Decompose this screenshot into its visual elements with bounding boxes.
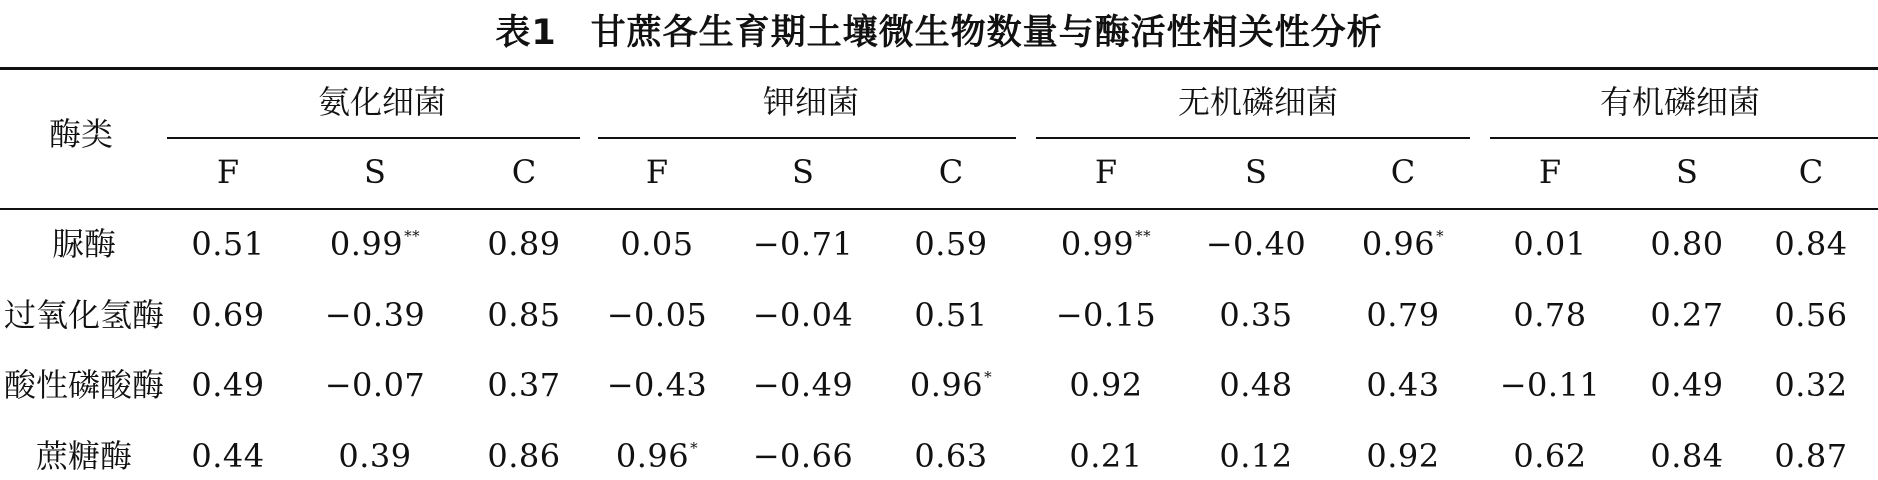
table-cell — [1033, 434, 1179, 478]
cell-value: 0.84 — [1774, 225, 1848, 263]
table-cell — [1330, 434, 1476, 478]
subcolumn-header: C — [1390, 153, 1416, 191]
group-header: 有机磷细菌 — [1599, 83, 1760, 121]
table-cell — [878, 434, 1024, 478]
cell-value: −0.39 — [324, 296, 426, 334]
row-label: 蔗糖酶 — [35, 437, 132, 475]
significance-marker: ** — [1135, 227, 1152, 245]
table-top-rule — [0, 67, 1878, 70]
cell-value: 0.62 — [1513, 437, 1587, 475]
table-cell — [1183, 293, 1329, 337]
table-cell — [878, 222, 1024, 266]
cell-value: 0.43 — [1366, 366, 1440, 404]
subcolumn-header: F — [645, 153, 669, 191]
table-cell — [155, 363, 301, 407]
table-cell — [1033, 363, 1179, 407]
table-cell — [1477, 363, 1623, 407]
table-header-rule — [0, 208, 1878, 210]
row-label: 过氧化氢酶 — [3, 296, 164, 334]
cell-value: 0.51 — [914, 296, 988, 334]
table-title — [0, 8, 1878, 58]
cell-value: −0.04 — [752, 296, 854, 334]
subcolumn-header: S — [792, 153, 814, 191]
cell-value: 0.89 — [487, 225, 561, 263]
subcolumn-header: F — [1094, 153, 1118, 191]
table-cell — [1183, 222, 1329, 266]
table-cell — [451, 222, 597, 266]
cell-value: 0.37 — [487, 366, 561, 404]
table-cell — [584, 434, 730, 478]
cell-value: 0.49 — [191, 366, 265, 404]
table-cell — [1033, 293, 1179, 337]
cell-value: 0.21 — [1069, 437, 1143, 475]
table-cell — [1183, 363, 1329, 407]
table-caption: 甘蔗各生育期土壤微生物数量与酶活性相关性分析 — [590, 13, 1383, 53]
cell-value: 0.32 — [1774, 366, 1848, 404]
cell-value: 0.05 — [620, 225, 694, 263]
cell-value: −0.07 — [324, 366, 426, 404]
cell-value: −0.05 — [606, 296, 708, 334]
table-cell — [302, 363, 448, 407]
cell-value: 0.96 — [615, 437, 690, 475]
subcolumn-header: F — [1538, 153, 1562, 191]
table-cell — [584, 222, 730, 266]
table-cell — [1738, 293, 1878, 337]
table-cell — [584, 293, 730, 337]
cell-value: 0.99 — [329, 225, 404, 263]
subcolumn-header: S — [364, 153, 386, 191]
significance-marker: ** — [404, 227, 421, 245]
table-cell — [878, 363, 1024, 407]
table-cell — [1330, 363, 1476, 407]
row-header-enzyme: 酶类 — [48, 115, 113, 153]
cell-value: 0.69 — [191, 296, 265, 334]
cell-value: 0.96 — [1361, 225, 1436, 263]
table-cell — [1738, 434, 1878, 478]
cell-value: 0.78 — [1513, 296, 1587, 334]
table-cell — [1738, 222, 1878, 266]
cell-value: 0.63 — [914, 437, 988, 475]
table-cell — [1033, 222, 1179, 266]
subcolumn-header: S — [1676, 153, 1698, 191]
table-cell — [451, 293, 597, 337]
cell-value: 0.85 — [487, 296, 561, 334]
group-header: 钾细菌 — [762, 83, 859, 121]
cell-value: −0.11 — [1499, 366, 1601, 404]
subcolumn-header: C — [511, 153, 537, 191]
table-cell — [155, 434, 301, 478]
table-cell — [730, 293, 876, 337]
cell-value: 0.56 — [1774, 296, 1848, 334]
group-header: 无机磷细菌 — [1177, 83, 1338, 121]
table-cell — [730, 434, 876, 478]
table-cell — [451, 363, 597, 407]
table-cell — [155, 222, 301, 266]
subcolumn-header: C — [1798, 153, 1824, 191]
table-cell — [730, 363, 876, 407]
cell-value: 0.96 — [909, 366, 984, 404]
significance-marker: * — [1436, 227, 1445, 245]
cell-value: −0.66 — [752, 437, 854, 475]
table-cell — [730, 222, 876, 266]
table-cell — [584, 363, 730, 407]
cell-value: −0.15 — [1055, 296, 1157, 334]
table-number: 表1 — [495, 13, 557, 53]
row-label: 脲酶 — [51, 225, 116, 263]
subcolumn-header: S — [1245, 153, 1267, 191]
cell-value: 0.99 — [1060, 225, 1135, 263]
cell-value: 0.80 — [1650, 225, 1724, 263]
cell-value: 0.84 — [1650, 437, 1724, 475]
table-cell — [1738, 363, 1878, 407]
cell-value: 0.12 — [1219, 437, 1293, 475]
cell-value: 0.49 — [1650, 366, 1724, 404]
group-header: 氨化细菌 — [317, 83, 446, 121]
cell-value: 0.51 — [191, 225, 265, 263]
cell-value: 0.39 — [338, 437, 412, 475]
significance-marker: * — [984, 368, 993, 386]
table-cell — [302, 222, 448, 266]
subcolumn-header: F — [216, 153, 240, 191]
table-cell — [1330, 222, 1476, 266]
group-underline — [598, 137, 1016, 139]
cell-value: 0.92 — [1366, 437, 1440, 475]
group-underline — [167, 137, 580, 139]
table-cell — [302, 434, 448, 478]
table-cell — [1183, 434, 1329, 478]
cell-value: 0.59 — [914, 225, 988, 263]
cell-value: 0.48 — [1219, 366, 1293, 404]
group-underline — [1490, 137, 1878, 139]
table-cell — [1330, 293, 1476, 337]
cell-value: 0.79 — [1366, 296, 1440, 334]
cell-value: 0.44 — [191, 437, 265, 475]
cell-value: 0.87 — [1774, 437, 1848, 475]
cell-value: 0.27 — [1650, 296, 1724, 334]
table-cell — [155, 293, 301, 337]
significance-marker: * — [690, 439, 699, 457]
cell-value: 0.01 — [1513, 225, 1587, 263]
table-cell — [1477, 293, 1623, 337]
table-cell — [1477, 434, 1623, 478]
table-cell — [451, 434, 597, 478]
cell-value: −0.40 — [1205, 225, 1307, 263]
cell-value: 0.92 — [1069, 366, 1143, 404]
table-cell — [302, 293, 448, 337]
table-cell — [1477, 222, 1623, 266]
cell-value: −0.71 — [752, 225, 854, 263]
cell-value: −0.49 — [752, 366, 854, 404]
subcolumn-header: C — [938, 153, 964, 191]
cell-value: 0.86 — [487, 437, 561, 475]
table-cell — [878, 293, 1024, 337]
cell-value: −0.43 — [606, 366, 708, 404]
cell-value: 0.35 — [1219, 296, 1293, 334]
row-label: 酸性磷酸酶 — [3, 366, 164, 404]
group-underline — [1036, 137, 1470, 139]
